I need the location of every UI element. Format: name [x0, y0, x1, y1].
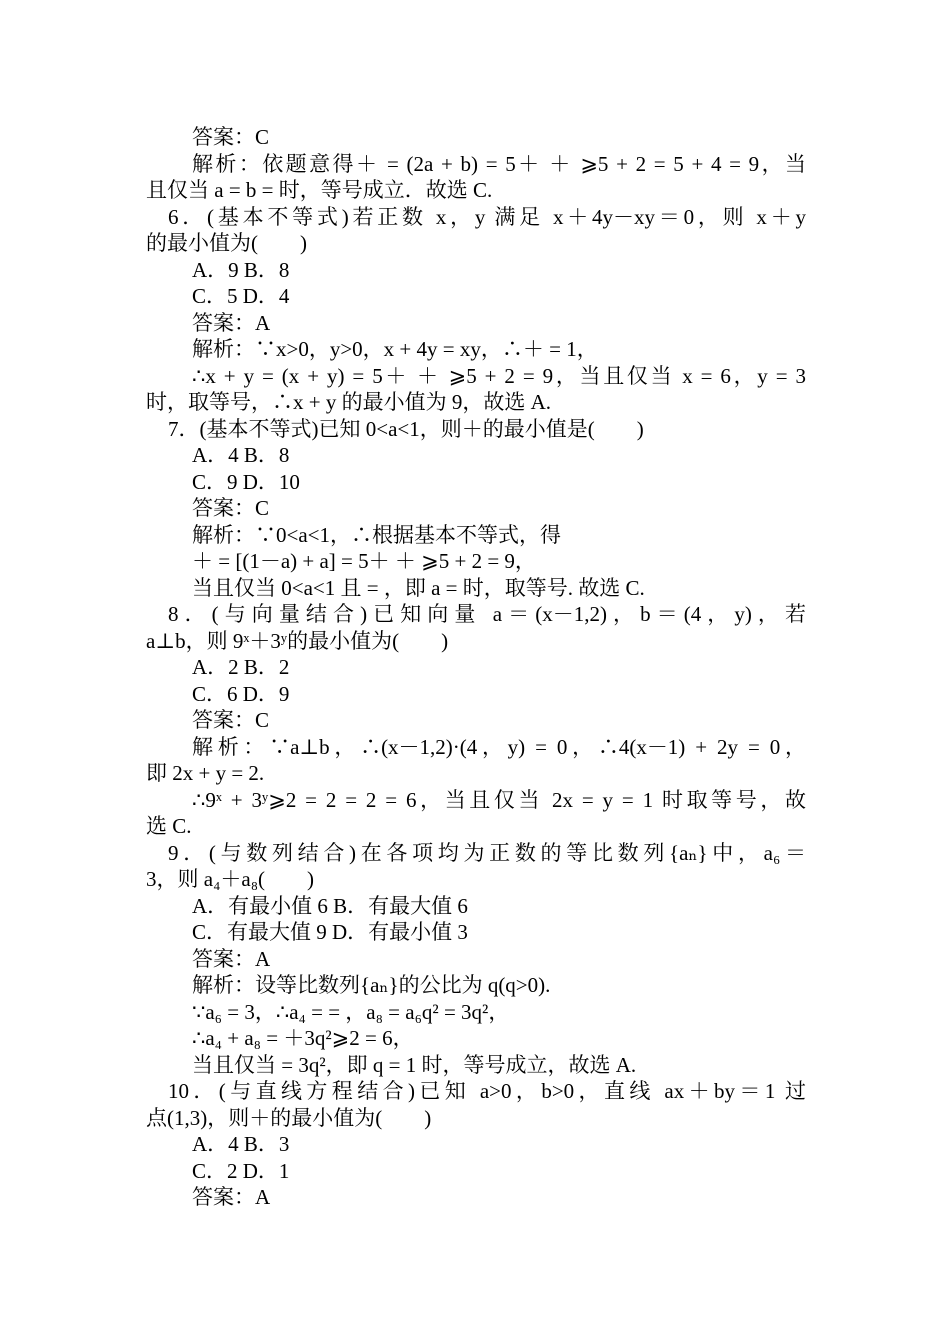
analysis-line: 解析：∵a⊥b，∴(x－1,2)·(4，y) = 0，∴4(x－1) + 2y = 0， [192, 735, 806, 759]
option-line: A．4 B．3 [192, 1132, 290, 1156]
analysis-line: 当且仅当 = 3q²，即 q = 1 时，等号成立，故选 A. [192, 1053, 637, 1077]
option-line: C．2 D．1 [192, 1159, 290, 1183]
analysis-line: 解析：设等比数列{aₙ}的公比为 q(q>0). [192, 973, 551, 997]
analysis-line: 当且仅当 0<a<1 且 = ，即 a = 时，取等号. 故选 C. [192, 576, 645, 600]
option-line: C．有最大值 9 D．有最小值 3 [192, 920, 468, 944]
option-line: C．6 D．9 [192, 682, 290, 706]
option-line: C．5 D．4 [192, 284, 290, 308]
analysis-line: ∴x + y = (x + y) = 5＋ ＋ ⩾5 + 2 = 9，当且仅当 x = 6，y = 3 [192, 364, 806, 388]
option-line: A．9 B．8 [192, 258, 290, 282]
question-8: 8．(与向量结合)已知向量 a＝(x－1,2)，b＝(4，y)，若 [168, 602, 806, 626]
text-line-5: 的最小值为( ) [146, 231, 307, 255]
analysis-line: 即 2x + y = 2. [146, 761, 265, 785]
answer-line: 答案：A [192, 311, 271, 335]
question-6: 6．(基本不等式)若正数 x，y 满足 x＋4y－xy＝0，则 x＋y [168, 205, 806, 229]
text-line-3: 且仅当 a = b = 时，等号成立．故选 C. [146, 178, 493, 202]
text-line-1: 答案：C [192, 125, 270, 149]
answer-line: 答案：A [192, 1185, 271, 1209]
option-line: A．4 B．8 [192, 443, 290, 467]
text-line-38: 点(1,3)，则＋的最小值为( ) [146, 1106, 432, 1130]
text-line-20: a⊥b，则 9ˣ＋3ʸ的最小值为( ) [146, 629, 449, 653]
question-10: 10．(与直线方程结合)已知 a>0，b>0，直线 ax＋by＝1 过 [168, 1079, 806, 1103]
text-line-2: 解析：依题意得＋ = (2a + b) = 5＋ ＋ ⩾5 + 2 = 5 + 4 = 9，当 [192, 152, 806, 176]
answer-line: 答案：C [192, 496, 270, 520]
answer-line: 答案：C [192, 708, 270, 732]
analysis-line: ∵a₆ = 3，∴a₄ = = ，a₈ = a₆q² = 3q²， [192, 1000, 510, 1024]
answer-line: 答案：A [192, 947, 271, 971]
option-line: C．9 D．10 [192, 470, 300, 494]
question-9: 9．(与数列结合)在各项均为正数的等比数列{aₙ}中，a₆＝ [168, 841, 806, 865]
option-line: A．2 B．2 [192, 655, 290, 679]
analysis-line: 解析：∵x>0，y>0，x + 4y = xy，∴＋ = 1， [192, 337, 598, 361]
text-line-29: 3，则 a₄＋a₈( ) [146, 867, 315, 891]
analysis-line: ＋ = [(1－a) + a] = 5＋ ＋ ⩾5 + 2 = 9， [192, 549, 536, 573]
analysis-line: ∴9ˣ + 3ʸ⩾2 = 2 = 2 = 6，当且仅当 2x = y = 1 时取等号，故 [192, 788, 806, 812]
analysis-line: 选 C. [146, 814, 192, 838]
analysis-line: 解析：∵0<a<1，∴根据基本不等式，得 [192, 523, 562, 547]
analysis-line: ∴a₄ + a₈ = ＋3q²⩾2 = 6， [192, 1026, 414, 1050]
analysis-line: 时，取等号，∴x + y 的最小值为 9，故选 A. [146, 390, 552, 414]
question-7: 7．(基本不等式)已知 0<a<1，则＋的最小值是( ) [168, 417, 644, 441]
option-line: A．有最小值 6 B．有最大值 6 [192, 894, 468, 918]
